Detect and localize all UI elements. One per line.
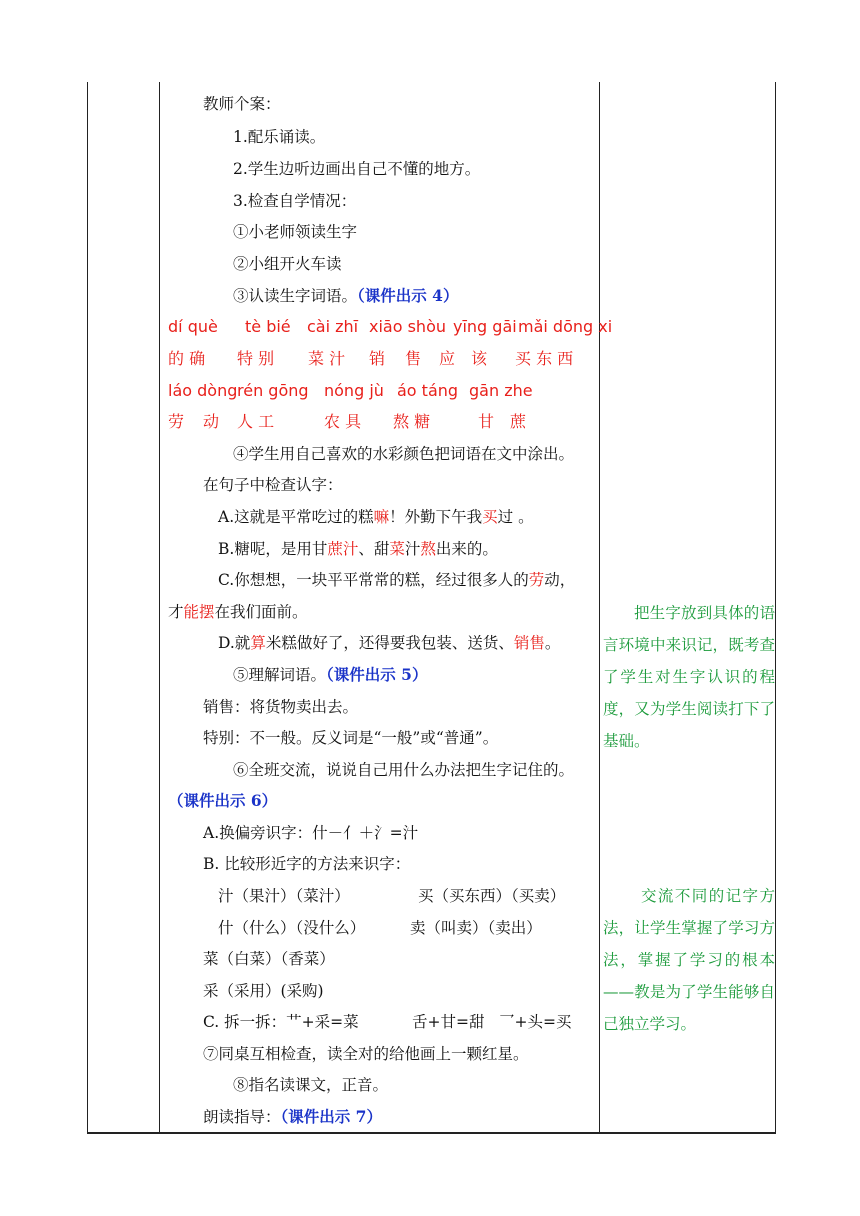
courseware-ref: （课件出示 7）	[280, 1107, 382, 1126]
text-line: 3.检查自学情况：	[233, 192, 357, 210]
pinyin: cài zhī	[307, 317, 359, 336]
hanzi: 动	[203, 412, 220, 431]
hanzi-row-2	[0, 411, 600, 433]
hanzi: 售	[405, 349, 422, 368]
hanzi: 特 别	[237, 349, 275, 368]
text-line: ⑥全班交流，说说自己用什么办法把生字记住的。	[233, 761, 575, 779]
sentence-a: A.这就是平常吃过的糕嘛！外勤下午我买过 。	[218, 508, 534, 526]
sentence-c: C.你想想，一块平平常常的糕，经过很多人的劳动，	[218, 571, 576, 589]
text-line: ①小老师领读生字	[233, 223, 358, 241]
sentence-b: B.糖呢，是用甘蔗汁、甜菜汁熬出来的。	[218, 540, 498, 558]
text-line: 卖（叫卖）（卖出）	[410, 919, 542, 937]
pinyin: rén gōng	[237, 381, 309, 400]
text-line: 1.配乐诵读。	[233, 128, 326, 146]
text-line: 汁（果汁）（菜汁）	[218, 887, 350, 905]
text-line: 买（买东西）（买卖）	[418, 887, 566, 905]
pinyin: nóng jù	[324, 381, 384, 400]
hanzi: 买 东 西	[515, 349, 574, 368]
table-border-right	[775, 82, 776, 1132]
pinyin: áo táng	[397, 381, 459, 400]
pinyin: láo dòng	[168, 381, 238, 400]
table-border-left	[87, 82, 88, 1132]
text-line: 菜（白菜）（香菜）	[203, 950, 335, 968]
text-line: 教师个案：	[203, 95, 281, 113]
text-line: 在句子中检查认字：	[203, 476, 343, 494]
text-line: ⑤理解词语。（课件出示 5）	[233, 665, 428, 684]
text-line: ⑧指名读课文，正音。	[233, 1076, 389, 1094]
hanzi: 应	[439, 349, 456, 368]
text-line: 采（采用）(采购)	[203, 982, 324, 1000]
text-line: ④学生用自己喜欢的水彩颜色把词语在文中涂出。	[233, 445, 575, 463]
hanzi: 销	[369, 349, 386, 368]
hanzi: 农 具	[324, 412, 362, 431]
pinyin-row-2	[0, 380, 600, 402]
courseware-ref: （课件出示 4）	[357, 286, 459, 305]
sentence-d: D.就算米糕做好了，还得要我包装、送货、销售。	[218, 634, 561, 652]
text-line: 2.学生边听边画出自己不懂的地方。	[233, 160, 481, 178]
hanzi: 该	[471, 349, 488, 368]
pinyin: gān zhe	[469, 381, 533, 400]
text-line: ③认读生字词语。（课件出示 4）	[233, 286, 459, 305]
text-line: 乛+头=买	[499, 1013, 572, 1031]
hanzi-row-1	[0, 348, 600, 370]
hanzi: 人 工	[237, 412, 275, 431]
design-note-2: 交流不同的记字方法，让学生掌握了学习方法，掌握了学习的根本——教是为了学生能够自己独立学习。	[603, 887, 775, 1033]
table-divider-2	[599, 82, 600, 1132]
pinyin: tè bié	[245, 317, 291, 336]
pinyin: dí què	[168, 317, 218, 336]
courseware-ref: （课件出示 6）	[168, 791, 278, 810]
hanzi: 菜 汁	[308, 349, 346, 368]
text-line: C. 拆一拆：艹+采=菜	[203, 1013, 359, 1031]
hanzi: 熬 糖	[393, 412, 431, 431]
text-line: 朗读指导：（课件出示 7）	[203, 1107, 382, 1126]
text-line: A.换偏旁识字：什－亻＋氵=汁	[203, 824, 419, 842]
pinyin: yīng gāi	[453, 317, 517, 336]
text-line: ②小组开火车读	[233, 255, 342, 273]
text-line: 销售：将货物卖出去。	[203, 698, 359, 716]
hanzi: 甘	[478, 412, 495, 431]
pinyin-row-1	[0, 316, 613, 338]
design-note-1: 把生字放到具体的语言环境中来识记，既考查了学生对生字认识的程度，又为学生阅读打下了基础。	[603, 604, 775, 750]
text-line: ⑦同桌互相检查，读全对的给他画上一颗红星。	[203, 1045, 529, 1063]
table-border-bottom	[87, 1132, 776, 1134]
courseware-ref: （课件出示 5）	[326, 665, 428, 684]
hanzi: 的 确	[168, 349, 206, 368]
text-line: 特别：不一般。反义词是“一般”或“普通”。	[203, 729, 499, 747]
text-line: 什（什么）（没什么）	[218, 919, 366, 937]
table-divider-1	[159, 82, 160, 1132]
text-line: 舌+甘=甜	[412, 1013, 485, 1031]
hanzi: 劳	[168, 412, 185, 431]
pinyin: xiāo shòu	[369, 317, 446, 336]
text-line: B. 比较形近字的方法来识字：	[203, 855, 411, 873]
hanzi: 蔗	[510, 412, 527, 431]
sentence-c-cont: 才能摆在我们面前。	[168, 603, 308, 621]
pinyin: mǎi dōng xi	[518, 317, 613, 336]
